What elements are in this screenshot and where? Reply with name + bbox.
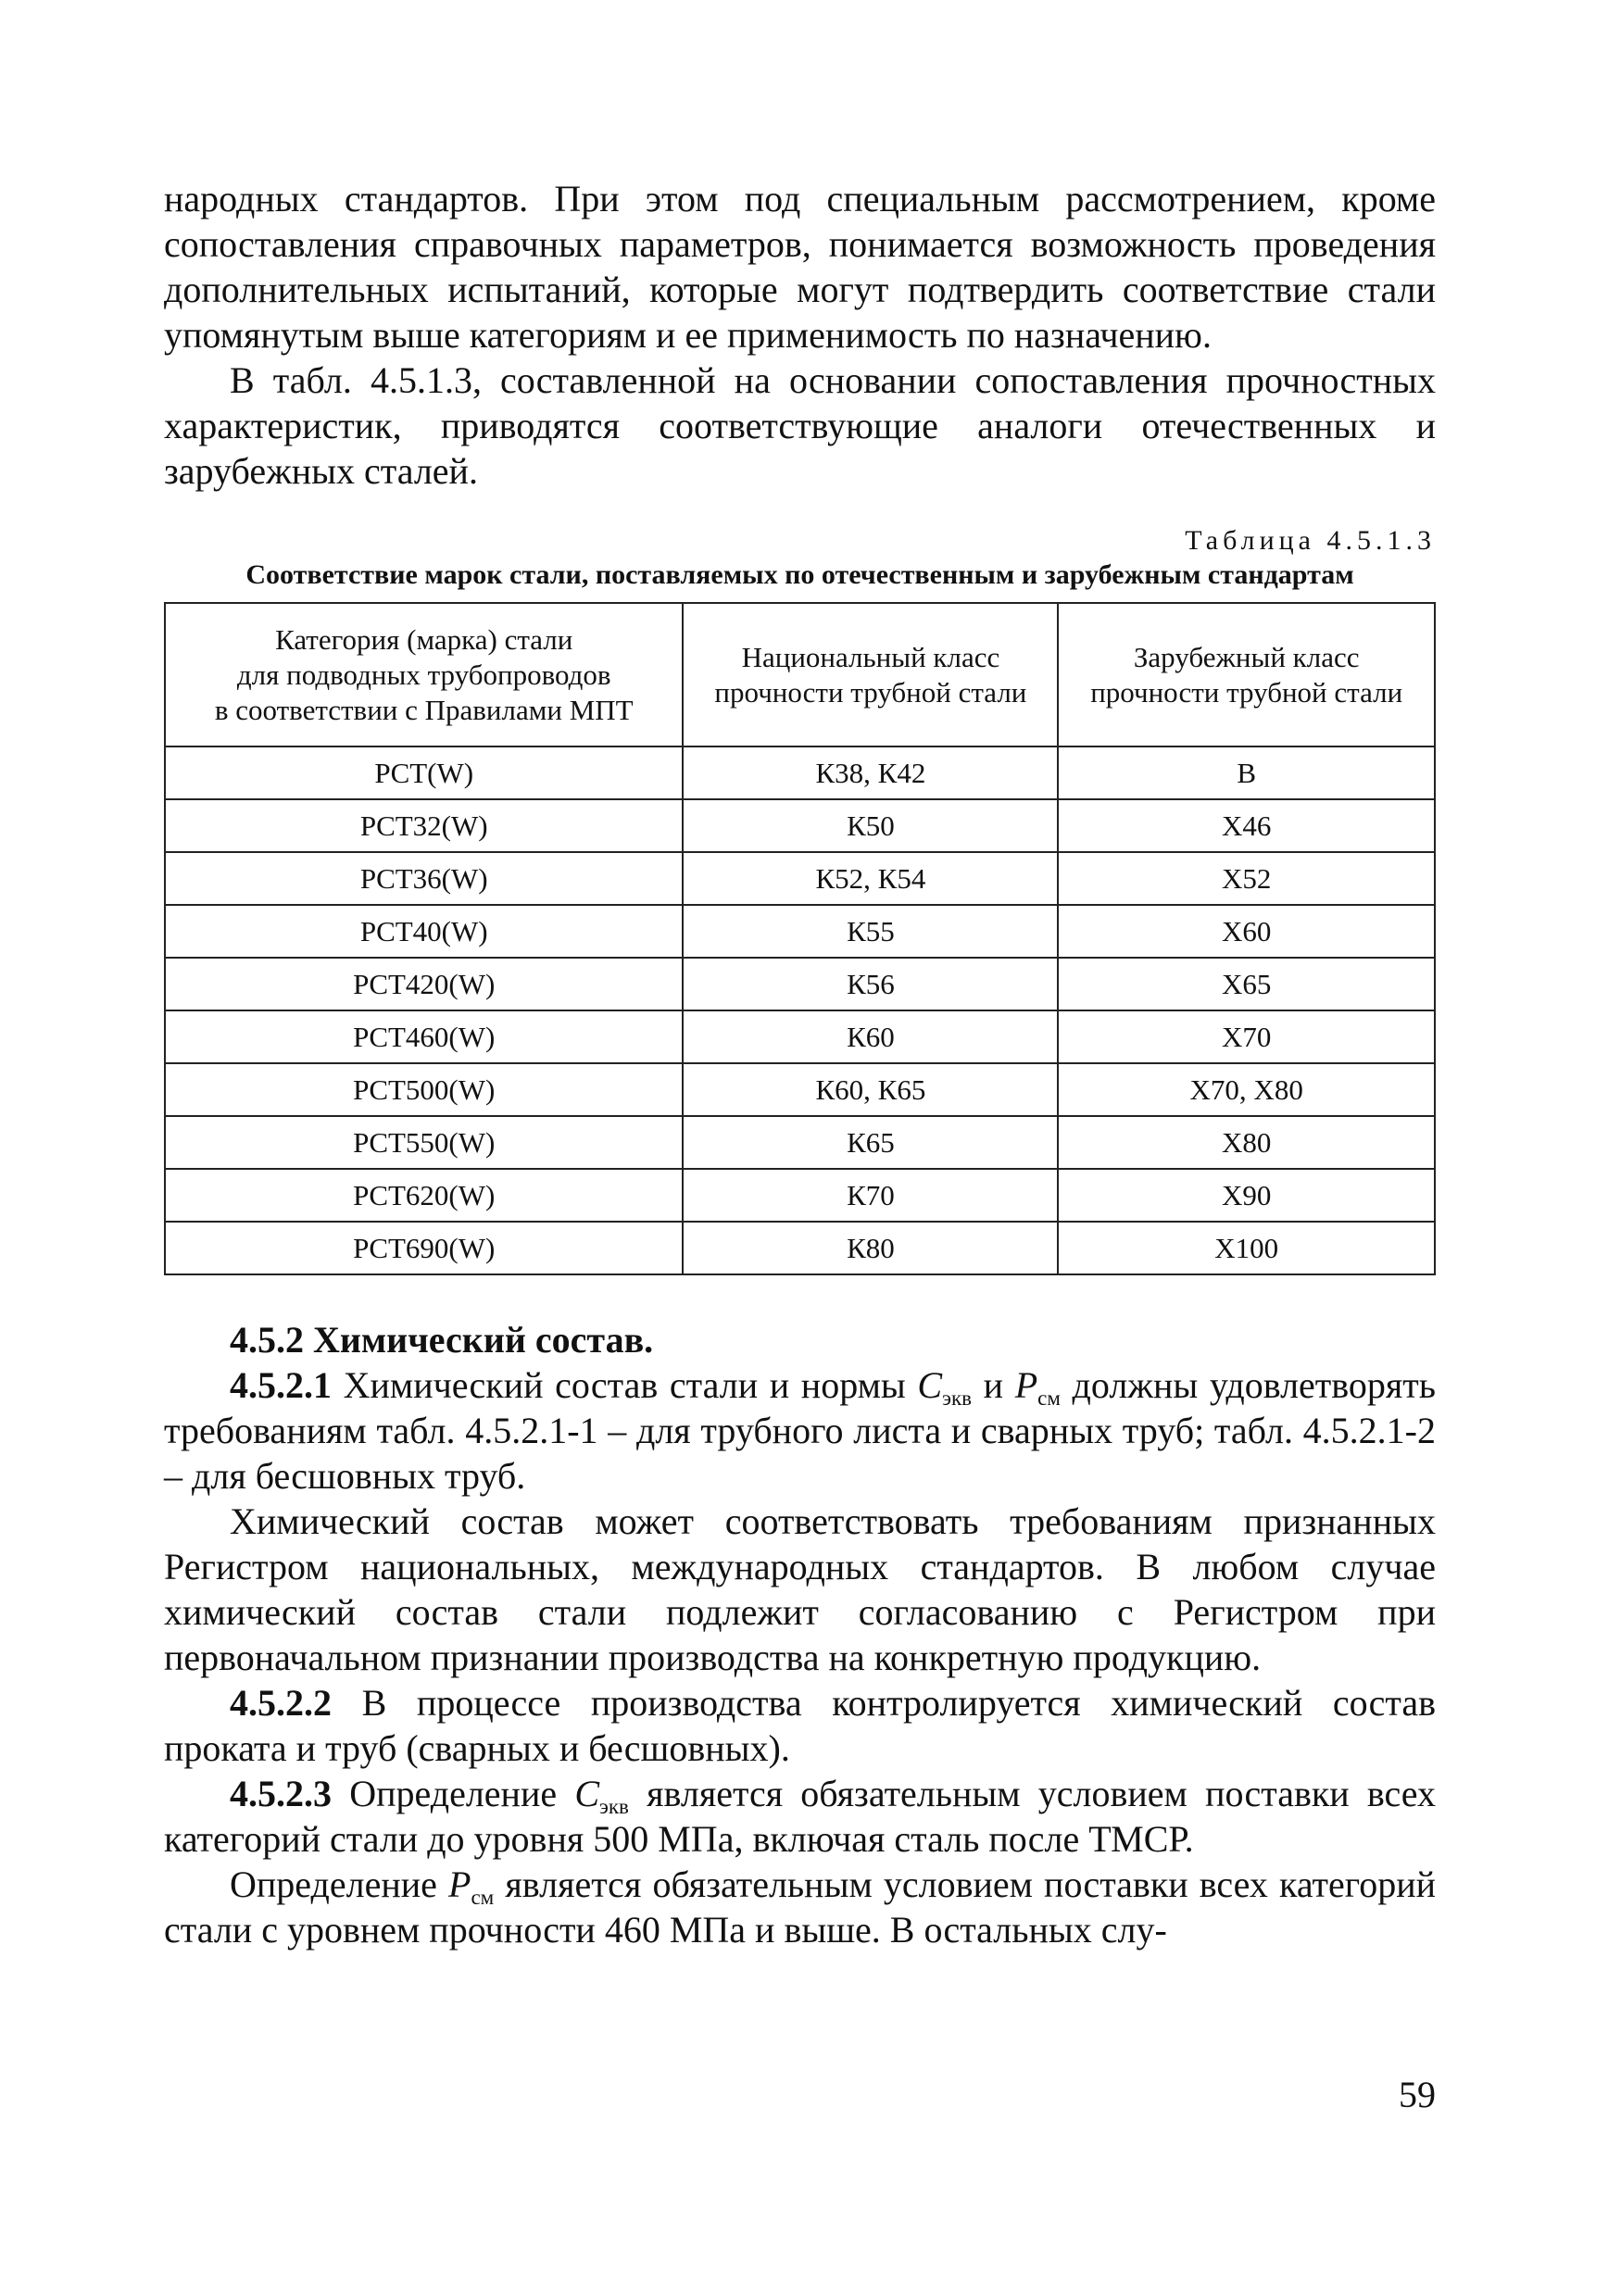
- header-foreign-class: Зарубежный класс прочности трубной стали: [1058, 603, 1435, 747]
- table-row: [165, 905, 1435, 958]
- paragraph-4-5-2-3: 4.5.2.3 Определение $C_{экв}$ является обязательным условием поставки всех категорий стали до уровня 500 МПа, включая сталь после ТМСР.: [164, 1773, 1436, 1860]
- cell-category: PCT690(W): [165, 1222, 683, 1274]
- cell-category: PCT40(W): [165, 905, 683, 958]
- cell-foreign: X100: [1058, 1222, 1435, 1274]
- cell-foreign: X60: [1058, 905, 1435, 958]
- p-symbol: P: [1014, 1364, 1038, 1406]
- table-number: Таблица 4.5.1.3: [1185, 525, 1436, 556]
- c-subscript: экв: [942, 1386, 973, 1410]
- cell-foreign: X46: [1058, 799, 1435, 852]
- table-row: [165, 1010, 1435, 1063]
- cell-foreign: X70, X80: [1058, 1063, 1435, 1116]
- clause-number: 4.5.2.1: [230, 1364, 332, 1406]
- cell-category: PCT460(W): [165, 1010, 683, 1063]
- table-row: [165, 852, 1435, 905]
- cell-national: К65: [683, 1116, 1058, 1169]
- page-number: 59: [1399, 2074, 1436, 2115]
- c-symbol: C: [574, 1773, 599, 1814]
- cell-national: К52, К54: [683, 852, 1058, 905]
- paragraph-chemical-composition: Химический состав может соответствовать требованиям признанных Регистром национальных, международных стандартов. В любом случае химический состав стали подлежит согласованию с Регистром при первоначальном признании производства на конкретную продукцию.: [164, 1500, 1436, 1678]
- cell-foreign: X65: [1058, 958, 1435, 1010]
- cell-foreign: X52: [1058, 852, 1435, 905]
- header-category: Категория (марка) стали для подводных трубопроводов в соответствии с Правилами МПТ: [165, 603, 683, 747]
- cell-national: К50: [683, 799, 1058, 852]
- cell-national: К55: [683, 905, 1058, 958]
- paragraph-4-5-2-1: 4.5.2.1 Химический состав стали и нормы $C_{экв}$ и $P_{см}$ должны удовлетворять требованиям табл. 4.5.2.1-1 – для трубного листа и сварных труб; табл. 4.5.2.1-2 – для бесшовных труб.: [164, 1364, 1437, 1497]
- table-row: [165, 1116, 1435, 1169]
- cell-foreign: B: [1058, 747, 1435, 799]
- cell-national: К56: [683, 958, 1058, 1010]
- intro-paragraph-1: народных стандартов. При этом под специальным рассмотрением, кроме сопоставления справочных параметров, понимается возможность проведения дополнительных испытаний, которые могут подтвердить соответствие стали упомянутым выше категориям и ее применимость по назначению.: [164, 178, 1436, 356]
- p-subscript: см: [471, 1886, 495, 1909]
- table-row: [165, 747, 1435, 799]
- p-subscript: см: [1037, 1386, 1061, 1410]
- cell-category: PCT32(W): [165, 799, 683, 852]
- cell-category: PCT420(W): [165, 958, 683, 1010]
- intro-paragraph-2: В табл. 4.5.1.3, составленной на основании сопоставления прочностных характеристик, приводятся соответствующие аналоги отечественных и зарубежных сталей.: [164, 359, 1436, 492]
- cell-category: PCT620(W): [165, 1169, 683, 1222]
- paragraph-4-5-2-2: 4.5.2.2 В процессе производства контролируется химический состав проката и труб (сварных и бесшовных).: [164, 1682, 1436, 1769]
- cell-category: PCT500(W): [165, 1063, 683, 1116]
- header-national-class: Национальный класс прочности трубной стали: [683, 603, 1058, 747]
- table-row: [165, 958, 1435, 1010]
- table-row: [165, 799, 1435, 852]
- page-content: [164, 176, 1436, 1952]
- clause-number: 4.5.2.2: [230, 1682, 332, 1724]
- table-row: [165, 1222, 1435, 1274]
- steel-grade-table: [164, 602, 1436, 1275]
- p-symbol: P: [448, 1863, 471, 1905]
- table-row: [165, 1063, 1435, 1116]
- cell-foreign: X80: [1058, 1116, 1435, 1169]
- cell-foreign: X70: [1058, 1010, 1435, 1063]
- cell-national: К80: [683, 1222, 1058, 1274]
- clause-number: 4.5.2.3: [230, 1773, 332, 1814]
- cell-category: PCT(W): [165, 747, 683, 799]
- cell-national: К60, К65: [683, 1063, 1058, 1116]
- cell-national: К60: [683, 1010, 1058, 1063]
- table-header-row: [165, 603, 1435, 747]
- cell-category: PCT36(W): [165, 852, 683, 905]
- table-row: [165, 1169, 1435, 1222]
- c-symbol: C: [917, 1364, 943, 1406]
- cell-national: К38, К42: [683, 747, 1058, 799]
- cell-national: К70: [683, 1169, 1058, 1222]
- cell-foreign: X90: [1058, 1169, 1435, 1222]
- c-subscript: экв: [599, 1795, 629, 1818]
- table-title: Соответствие марок стали, поставляемых по отечественным и зарубежным стандартам: [245, 559, 1354, 590]
- section-heading: 4.5.2 Химический состав.: [230, 1319, 654, 1361]
- paragraph-pcm-definition: Определение $P_{см}$ является обязательным условием поставки всех категорий стали с уровнем прочности 460 МПа и выше. В остальных слу-: [164, 1863, 1437, 1951]
- cell-category: PCT550(W): [165, 1116, 683, 1169]
